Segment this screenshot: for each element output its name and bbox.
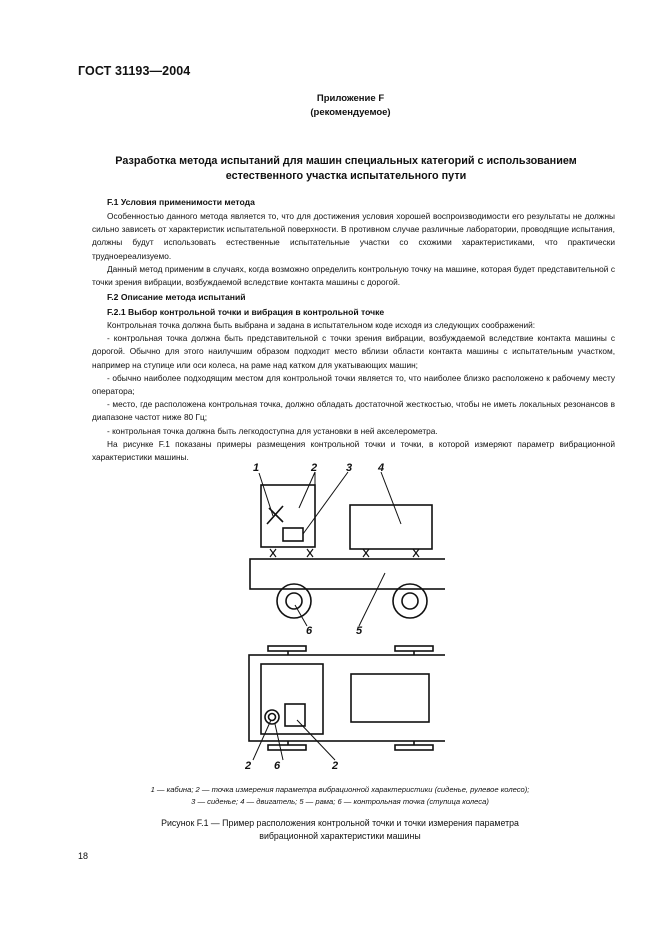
paragraph: - контрольная точка должна быть представительной с точки зрения вибрации, возбуждаемой вследствие контакта машины с дорогой. Обычно для этого наилучшим образом подходит место вблизи области контакта машины с испытательным участком, например на ступице или оси колеса, на раме над катком для укатывающих машин;	[92, 333, 615, 370]
figure-legend	[60, 784, 620, 807]
annex-heading	[0, 92, 661, 120]
section-f21-heading: F.2.1 Выбор контрольной точки и вибрация в контрольной точке	[107, 307, 385, 317]
section-f1-heading: F.1 Условия применимости метода	[107, 197, 255, 207]
label-control-point-top: 6	[274, 760, 281, 772]
paragraph: - место, где расположена контрольная точка, должно обладать достаточной жесткостью, чтобы не иметь локальных резонансов в диапазоне частот ниже 80 Гц;	[92, 399, 615, 423]
seat-box	[283, 528, 303, 541]
section-f1-body	[92, 210, 615, 289]
paragraph: Контрольная точка должна быть выбрана и задана в испытательном коде исходя из следующих соображений:	[107, 320, 536, 330]
wheel-right-inner	[402, 593, 418, 609]
label-control-point: 6	[306, 625, 313, 637]
page-number: 18	[78, 851, 89, 861]
paragraph: - обычно наиболее подходящим местом для контрольной точки является то, что наиболее близко расположено к рабочему месту оператора;	[92, 372, 615, 397]
paragraph: - контрольная точка должна быть легкодоступна для установки в ней акселерометра.	[107, 425, 438, 436]
top-frame-box	[249, 655, 445, 741]
section-f21-body	[92, 319, 615, 464]
label-measure-point: 2	[311, 462, 318, 474]
top-seat-box	[285, 704, 305, 726]
section-f2-heading: F.2 Описание метода испытаний	[107, 292, 246, 302]
paragraph: Особенностью данного метода является то, что для достижения условия хорошей воспроизводимости его результаты не должны сильно зависеть от характеристик испытательной поверхности. В противном случае различные лаборатории, проводящие испытания, должны будут использовать естественные испытательные участки со схожими характеристиками, что практически трудноереализуемо.	[92, 211, 615, 261]
top-hub-inner	[269, 714, 276, 721]
label-engine: 4	[378, 462, 385, 474]
annex-label: Приложение F	[316, 93, 385, 104]
caption-line: Рисунок F.1 — Пример расположения контрольной точки и точки измерения параметра	[161, 818, 519, 828]
engine-box	[350, 505, 432, 549]
standard-code: ГОСТ 31193—2004	[78, 64, 191, 78]
top-engine-box	[351, 674, 429, 722]
legend-line: 3 — сиденье; 4 — двигатель; 5 — рама; 6 — контрольная точка (ступица колеса)	[191, 796, 489, 806]
label-seat: 3	[346, 462, 353, 474]
cabin-box	[261, 485, 315, 547]
paragraph: На рисунке F.1 показаны примеры размещения контрольной точки и точки, в которой измеряют параметр вибрационной характеристики машины.	[92, 438, 615, 463]
label-frame: 5	[356, 625, 363, 637]
top-hub-outer	[265, 710, 279, 724]
mount-marks	[270, 549, 419, 557]
paragraph: Данный метод применим в случаях, когда возможно определить контрольную точку на машине, которая будет представительной с точки зрения вибрации, возбуждаемой вследствие контакта машины с дорогой.	[92, 263, 615, 288]
figure-caption	[60, 817, 620, 842]
label-measure-point-top: 2	[245, 760, 252, 772]
figure-f1-diagram	[245, 458, 445, 778]
annex-title: Разработка метода испытаний для машин специальных категорий с использованием естественного участка испытательного пути	[115, 155, 577, 182]
legend-line: 1 — кабина; 2 — точка измерения параметра вибрационной характеристики (сиденье, рулевое колесо);	[150, 785, 530, 794]
label-measure-point-top-2: 2	[332, 760, 339, 772]
caption-line: вибрационной характеристики машины	[259, 830, 421, 841]
label-cabin: 1	[253, 462, 260, 474]
annex-status: (рекомендуемое)	[310, 107, 391, 118]
wheel-left-inner	[286, 593, 302, 609]
